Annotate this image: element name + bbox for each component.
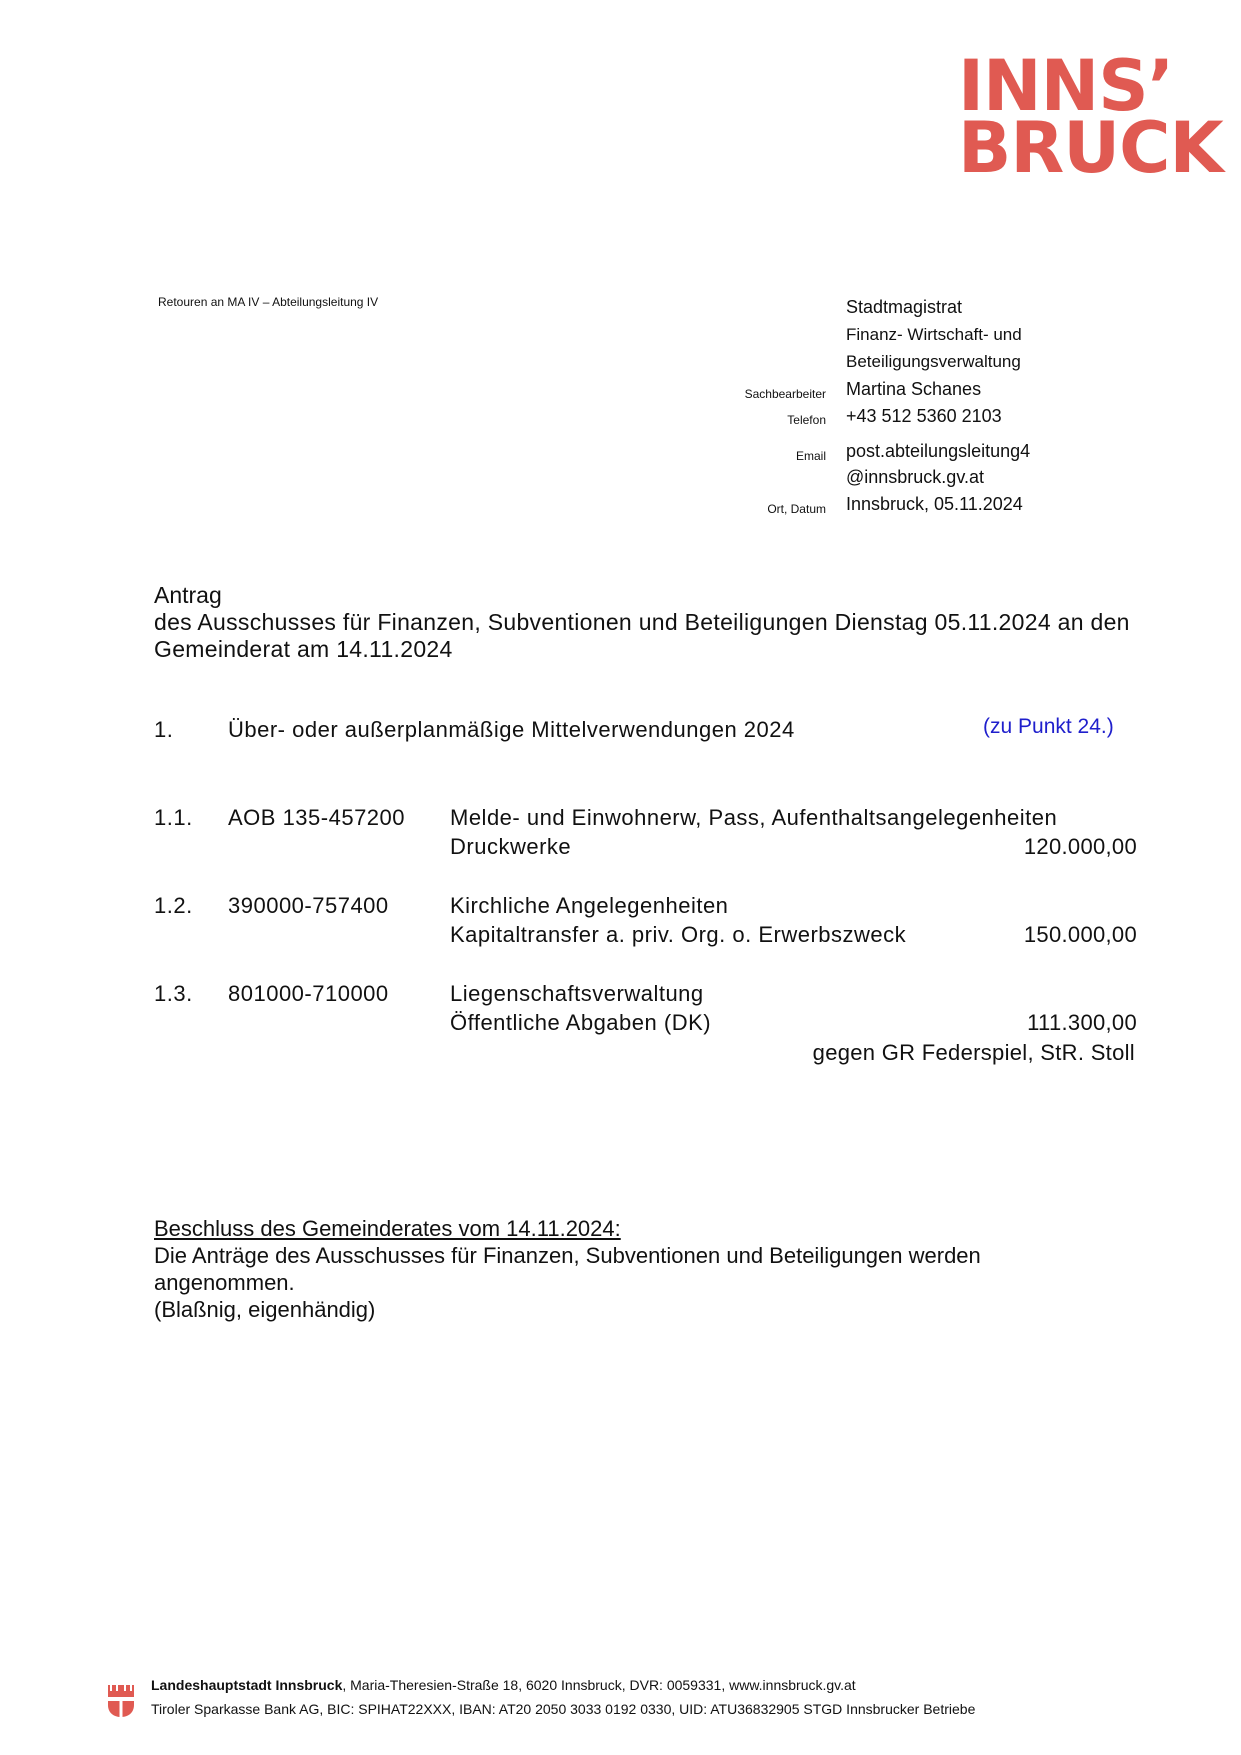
logo-line-2: BRUCK bbox=[958, 107, 1223, 189]
section-title: Über- oder außerplanmäßige Mittelverwendungen 2024 bbox=[228, 717, 795, 742]
clerk-label: Sachbearbeiter bbox=[744, 387, 826, 401]
footer-line-1 bbox=[151, 1677, 856, 1693]
section-reference: (zu Punkt 24.) bbox=[983, 715, 1114, 738]
antrag-block bbox=[154, 582, 1134, 663]
item-amount: 150.000,00 bbox=[1023, 922, 1137, 947]
resolution-text: Die Anträge des Ausschusses für Finanzen, Subventionen und Beteiligungen werden angenommen. bbox=[154, 1243, 981, 1295]
sender-department-2: Beteiligungsverwaltung bbox=[846, 352, 1021, 371]
footer-city-name: Landeshauptstadt Innsbruck bbox=[151, 1677, 343, 1693]
phone-label: Telefon bbox=[787, 413, 826, 427]
item-subdescription: Kapitaltransfer a. priv. Org. o. Erwerbszweck bbox=[450, 922, 907, 947]
email-line-1: post.abteilungsleitung4 bbox=[846, 441, 1031, 461]
place-date-label: Ort, Datum bbox=[767, 502, 826, 516]
item-number: 1.1. bbox=[154, 805, 193, 830]
phone-number: +43 512 5360 2103 bbox=[846, 406, 1002, 426]
footer-address: , Maria-Theresien-Straße 18, 6020 Innsbruck, DVR: 0059331, www.innsbruck.gv.at bbox=[342, 1677, 856, 1693]
item-account: 390000-757400 bbox=[228, 893, 389, 918]
sender-office: Stadtmagistrat bbox=[846, 297, 963, 317]
antrag-body: des Ausschusses für Finanzen, Subventionen und Beteiligungen Dienstag 05.11.2024 an den Gemeinderat am 14.11.2024 bbox=[154, 609, 1130, 662]
item-subdescription: Öffentliche Abgaben (DK) bbox=[450, 1010, 712, 1035]
resolution-signature: (Blaßnig, eigenhändig) bbox=[154, 1297, 376, 1322]
return-address: Retouren an MA IV – Abteilungsleitung IV bbox=[158, 295, 379, 309]
city-emblem-icon bbox=[106, 1683, 136, 1719]
footer-line-2: Tiroler Sparkasse Bank AG, BIC: SPIHAT22XXX, IBAN: AT20 2050 3033 0192 0330, UID: ATU36832905 STGD Innsbrucker Betriebe bbox=[151, 1701, 976, 1717]
item-account: 801000-710000 bbox=[228, 981, 389, 1006]
item-number: 1.3. bbox=[154, 981, 193, 1006]
city-logo bbox=[958, 45, 1223, 189]
item-amount: 120.000,00 bbox=[1023, 834, 1137, 859]
item-description: Melde- und Einwohnerw, Pass, Aufenthaltsangelegenheiten bbox=[450, 805, 1058, 830]
section-number: 1. bbox=[154, 717, 174, 742]
item-account: AOB 135-457200 bbox=[228, 805, 406, 830]
item-amount: 111.300,00 bbox=[1027, 1010, 1137, 1035]
antrag-title: Antrag bbox=[154, 582, 222, 608]
item-description: Liegenschaftsverwaltung bbox=[450, 981, 704, 1006]
email-label: Email bbox=[795, 449, 826, 463]
objection-note: gegen GR Federspiel, StR. Stoll bbox=[812, 1040, 1135, 1065]
resolution-heading: Beschluss des Gemeinderates vom 14.11.2024: bbox=[154, 1216, 621, 1241]
email-line-2: @innsbruck.gv.at bbox=[846, 467, 984, 487]
item-description: Kirchliche Angelegenheiten bbox=[450, 893, 729, 918]
place-date: Innsbruck, 05.11.2024 bbox=[846, 494, 1023, 514]
clerk-name: Martina Schanes bbox=[846, 379, 982, 399]
logo-line-1: INNS’ bbox=[958, 45, 1174, 127]
item-subdescription: Druckwerke bbox=[450, 834, 572, 859]
item-number: 1.2. bbox=[154, 893, 193, 918]
resolution-block bbox=[154, 1215, 1114, 1323]
sender-department-1: Finanz- Wirtschaft- und bbox=[846, 325, 1022, 344]
